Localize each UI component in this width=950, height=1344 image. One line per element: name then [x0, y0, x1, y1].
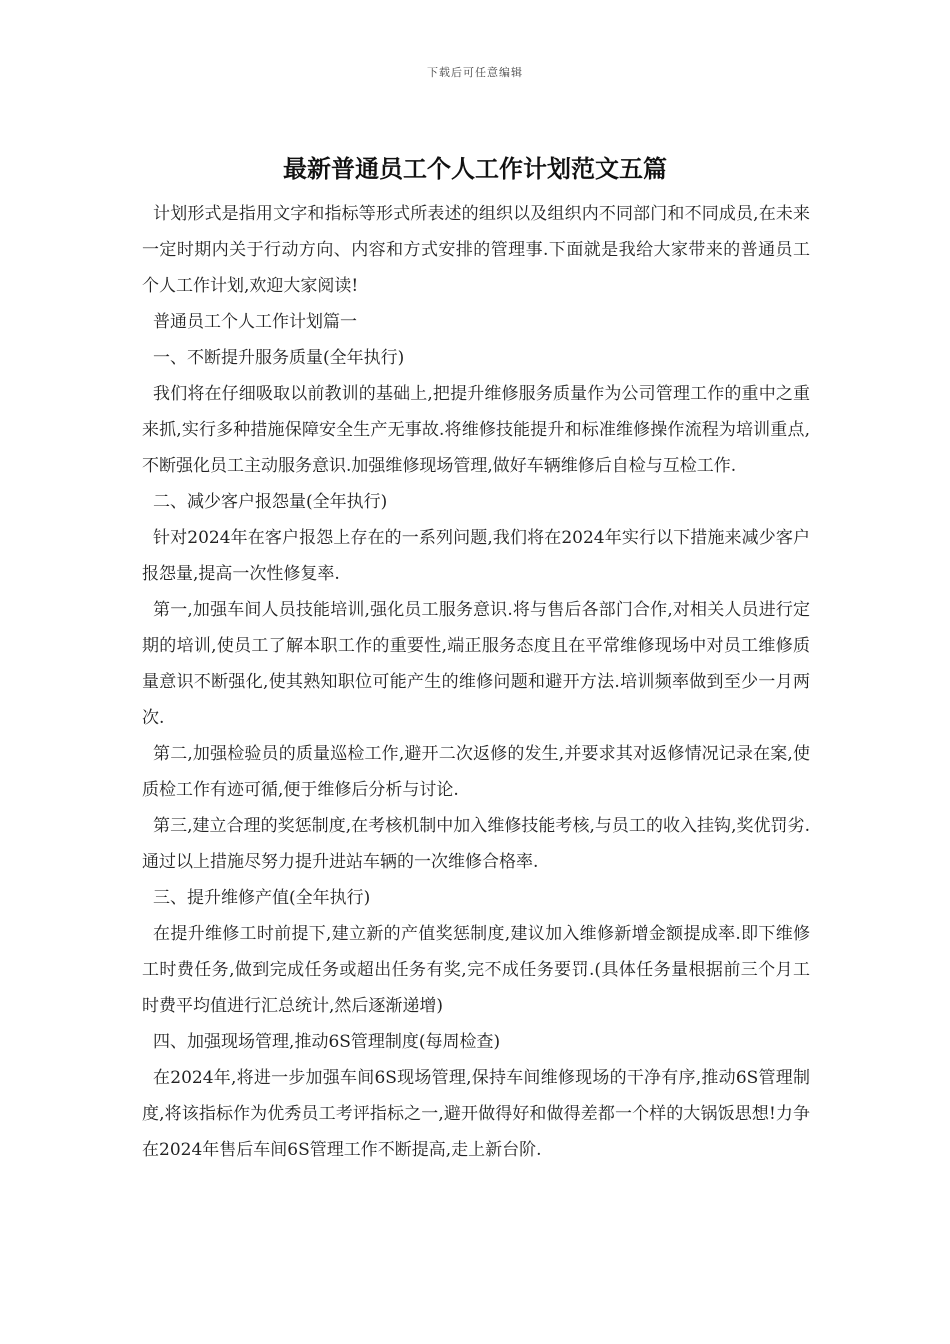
document-title: 最新普通员工个人工作计划范文五篇 [283, 154, 667, 183]
intro-paragraph: 计划形式是指用文字和指标等形式所表述的组织以及组织内不同部门和不同成员,在未来一定时期内关于行动方向、内容和方式安排的管理事.下面就是我给大家带来的普通员工个人工作计划,欢迎大家阅读! [142, 204, 810, 296]
body-paragraph: 在2024年,将进一步加强车间6S现场管理,保持车间维修现场的干净有序,推动6S管理制度,将该指标作为优秀员工考评指标之一,避开做得好和做得差都一个样的大锅饭思想!力争在2024年售后车间6S管理工作不断提高,走上新台阶. [142, 1068, 810, 1160]
body-paragraph: 第三,建立合理的奖惩制度,在考核机制中加入维修技能考核,与员工的收入挂钩,奖优罚劣.通过以上措施尽努力提升进站车辆的一次维修合格率. [142, 816, 810, 872]
body-paragraph: 第二,加强检验员的质量巡检工作,避开二次返修的发生,并要求其对返修情况记录在案,使质检工作有迹可循,便于维修后分析与讨论. [142, 744, 810, 800]
item-heading-2: 二、减少客户报怨量(全年执行) [153, 492, 388, 512]
header-note: 下载后可任意编辑 [427, 66, 523, 79]
document-body [142, 196, 810, 1168]
body-paragraph: 第一,加强车间人员技能培训,强化员工服务意识.将与售后各部门合作,对相关人员进行定期的培训,使员工了解本职工作的重要性,端正服务态度且在平常维修现场中对员工维修质量意识不断强化,使其熟知职位可能产生的维修问题和避开方法.培训频率做到至少一月两次. [142, 600, 810, 728]
body-paragraph: 针对2024年在客户报怨上存在的一系列问题,我们将在2024年实行以下措施来减少客户报怨量,提高一次性修复率. [142, 528, 810, 584]
body-paragraph: 在提升维修工时前提下,建立新的产值奖惩制度,建议加入维修新增金额提成率.即下维修工时费任务,做到完成任务或超出任务有奖,完不成任务要罚.(具体任务量根据前三个月工时费平均值进行汇总统计,然后逐渐递增) [142, 924, 810, 1016]
item-heading-1: 一、不断提升服务质量(全年执行) [153, 348, 405, 368]
item-heading-3: 三、提升维修产值(全年执行) [153, 888, 371, 908]
section-heading-plan-one: 普通员工个人工作计划篇一 [153, 312, 358, 332]
body-paragraph: 我们将在仔细吸取以前教训的基础上,把提升维修服务质量作为公司管理工作的重中之重来抓,实行多种措施保障安全生产无事故.将维修技能提升和标准维修操作流程为培训重点,不断强化员工主动服务意识.加强维修现场管理,做好车辆维修后自检与互检工作. [142, 384, 810, 476]
item-heading-4: 四、加强现场管理,推动6S管理制度(每周检查) [153, 1032, 501, 1052]
